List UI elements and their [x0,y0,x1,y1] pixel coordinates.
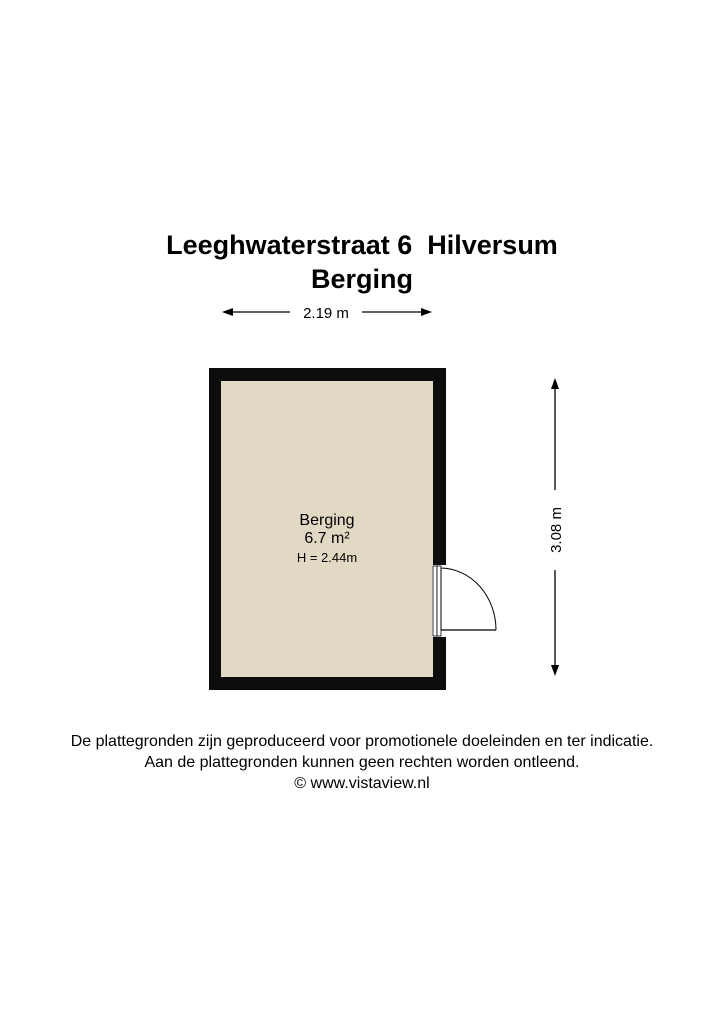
width-dimension [222,305,432,322]
room-area: 6.7 m² [304,530,350,547]
arrow-right-icon [421,308,432,316]
arrow-down-icon [551,665,559,676]
room-walls [209,368,447,690]
room-label-berging [297,512,357,565]
room-height: H = 2.44m [296,550,358,565]
copyright-line: © www.vistaview.nl [294,775,430,792]
disclaimer-line-1: De plattegronden zijn geproduceerd voor promotionele doeleinden en ter indicatie. [70,733,654,750]
room-name: Berging [299,512,355,529]
disclaimer-line-2: Aan de plattegronden kunnen geen rechten worden ontleend. [144,754,580,771]
door-frame-outer [437,566,441,636]
depth-dimension [548,378,565,676]
room-floor-berging [221,381,433,677]
arrow-up-icon [551,378,559,389]
plan-title-floor: Berging [310,264,413,294]
door-swing-arc [441,568,496,630]
door-frame-inner [433,566,437,636]
width-label: 2.19 m [303,305,349,322]
depth-label: 3.08 m [548,507,565,553]
arrow-left-icon [222,308,233,316]
plan-title-address: Leeghwaterstraat 6 Hilversum [166,230,558,260]
